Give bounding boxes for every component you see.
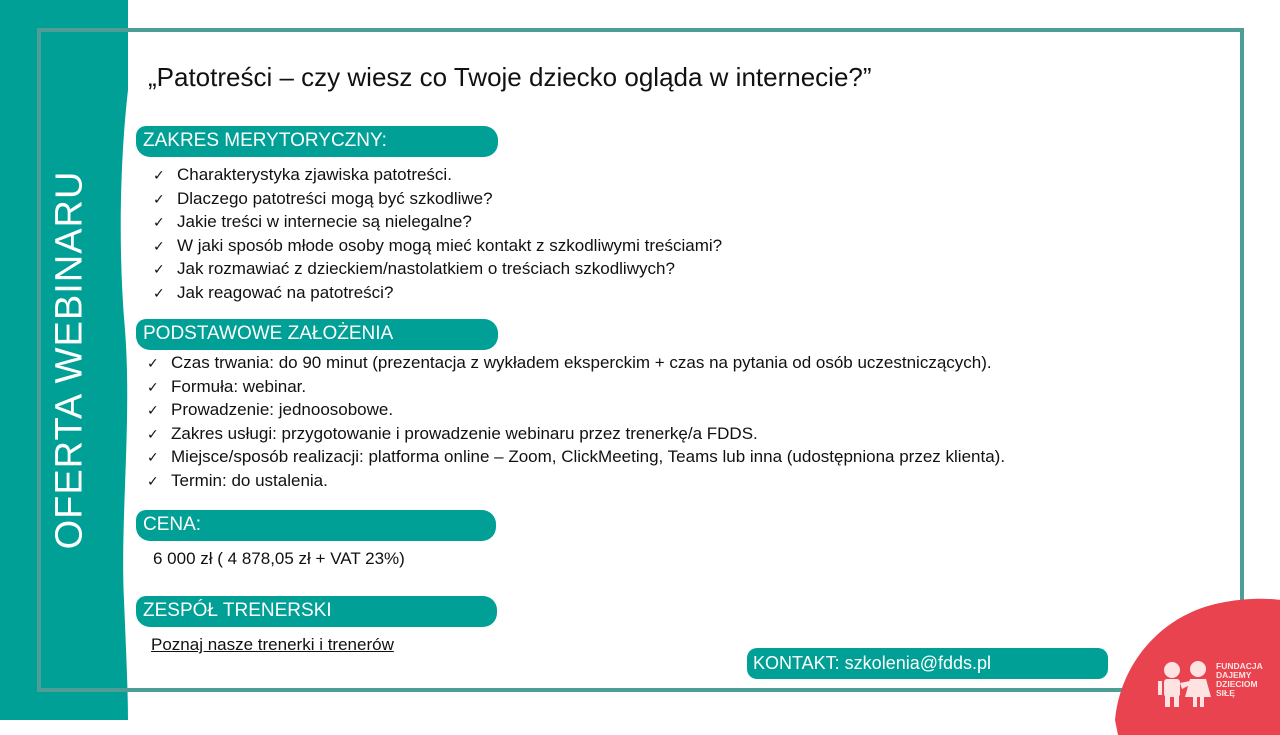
price-value: 6 000 zł ( 4 878,05 zł + VAT 23%) [153,549,405,568]
logo-line: DAJEMY [1216,670,1252,680]
list-item: ✓ W jaki sposób młode osoby mogą mieć kontakt z szkodliwymi treściami? [153,235,722,259]
section-heading-team: ZESPÓŁ TRENERSKI [136,596,497,627]
logo-line: SIŁĘ [1216,688,1235,698]
list-item: ✓ Miejsce/sposób realizacji: platforma online – Zoom, ClickMeeting, Teams lub inna (udostępniona przez klienta). [147,446,1005,470]
list-item: ✓ Zakres usługi: przygotowanie i prowadzenie webinaru przez trenerkę/a FDDS. [147,423,1005,447]
sidebar-label: OFERTA WEBINARU [48,170,91,550]
scope-list [153,164,722,305]
list-item: ✓ Dlaczego patotreści mogą być szkodliwe? [153,188,722,212]
list-item: ✓ Prowadzenie: jednoosobowe. [147,399,1005,423]
list-item: ✓ Czas trwania: do 90 minut (prezentacja z wykładem eksperckim + czas na pytania od osób uczestniczących). [147,352,1005,376]
list-item: ✓ Jak reagować na patotreści? [153,282,722,306]
section-heading-scope: ZAKRES MERYTORYCZNY: [136,126,498,157]
list-item: ✓ Jakie treści w internecie są nielegalne? [153,211,722,235]
section-heading-basics: PODSTAWOWE ZAŁOŻENIA [136,319,498,350]
page-title: „Patotreści – czy wiesz co Twoje dziecko ogląda w internecie?” [148,62,872,92]
trainers-link[interactable]: Poznaj nasze trenerki i trenerów [151,635,394,654]
contact-badge[interactable]: KONTAKT: szkolenia@fdds.pl [747,648,1108,679]
logo-line: DZIECIOM [1216,679,1258,689]
list-item: ✓ Charakterystyka zjawiska patotreści. [153,164,722,188]
list-item: ✓ Jak rozmawiać z dzieckiem/nastolatkiem o treściach szkodliwych? [153,258,722,282]
section-heading-price: CENA: [136,510,496,541]
list-item: ✓ Formuła: webinar. [147,376,1005,400]
logo-text [1216,662,1263,698]
logo-line: FUNDACJA [1216,661,1263,671]
basics-list [147,352,1005,493]
list-item: ✓ Termin: do ustalenia. [147,470,1005,494]
